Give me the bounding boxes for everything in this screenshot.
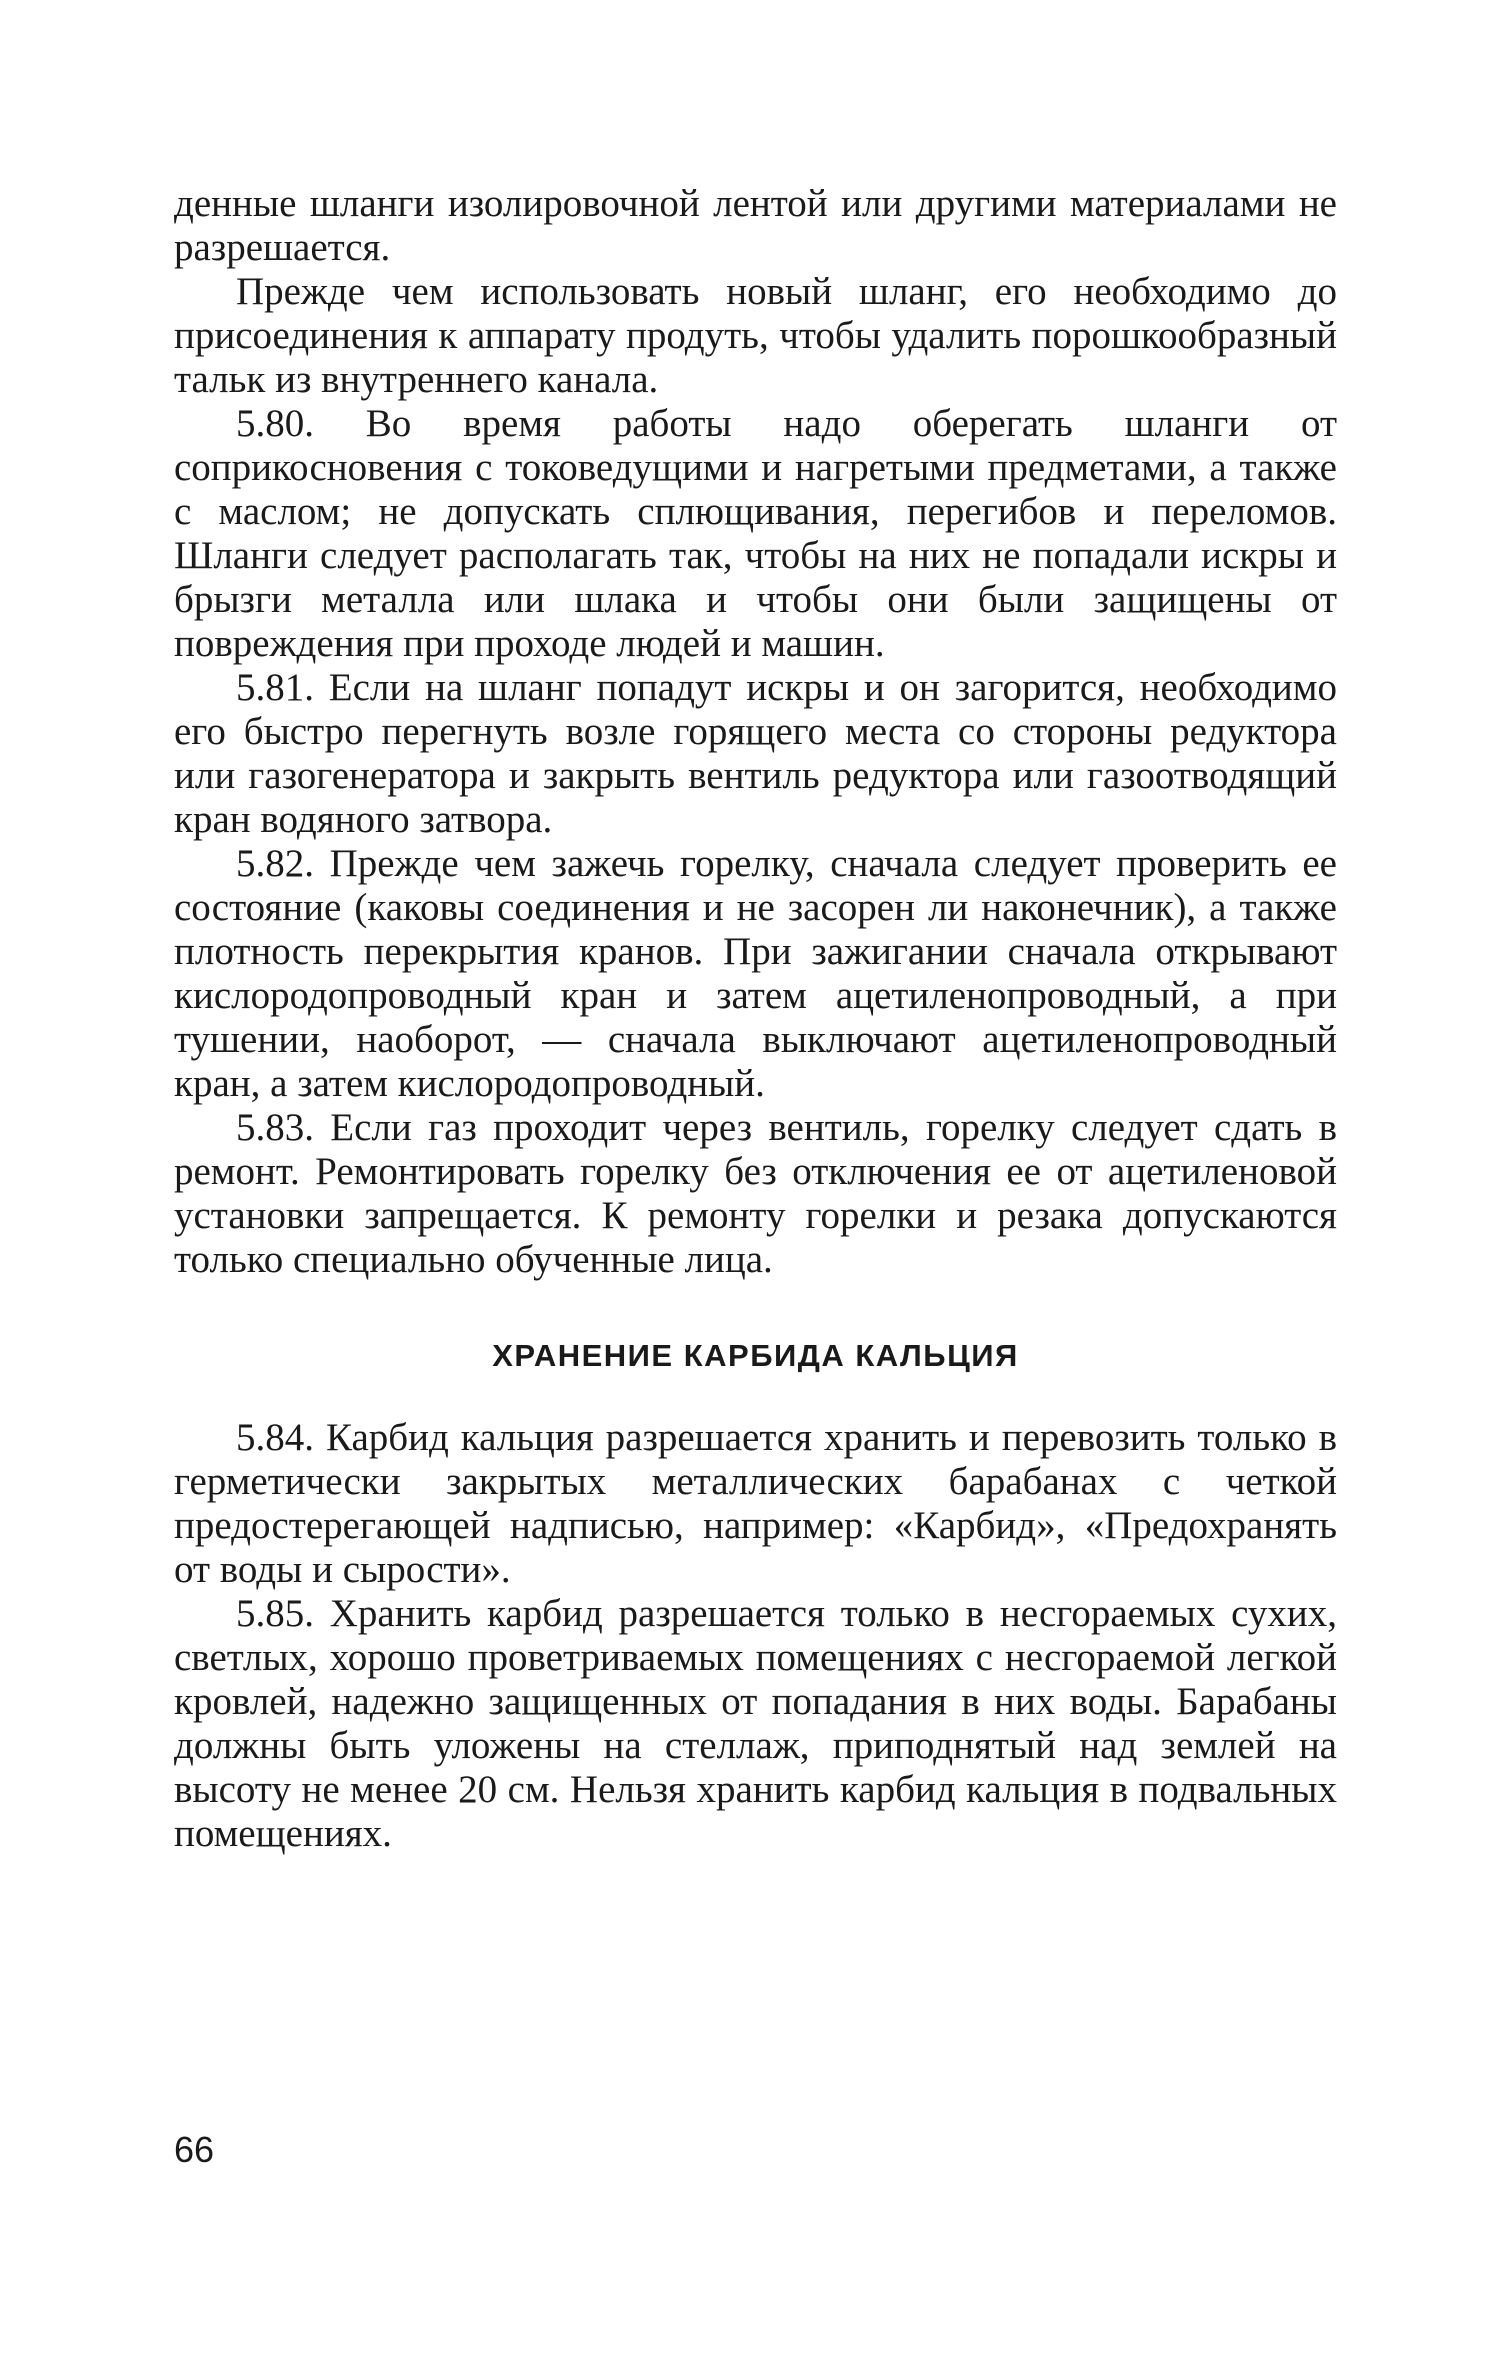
paragraph-5-83: 5.83. Если газ проходит через вентиль, горелку следует сдать в ремонт. Ремонтировать горелку без отключения ее от ацетиленовой установки запрещается. К ремонту горелки и резака допускаются только специально обученные лица. — [174, 1106, 1337, 1281]
paragraph-new-hose: Прежде чем использовать новый шланг, его необходимо до присоединения к аппарату продуть, чтобы удалить порошкообразный тальк из внутреннего канала. — [174, 270, 1337, 401]
paragraph-continuation: денные шланги изолировочной лентой или другими материалами не разрешается. — [174, 182, 1337, 269]
page-number: 66 — [174, 2129, 215, 2170]
paragraph-5-85: 5.85. Хранить карбид разрешается только в несгораемых сухих, светлых, хорошо проветриваемых помещениях с несгораемой легкой кровлей, надежно защищенных от попадания в них воды. Барабаны должны быть уложены на стеллаж, приподнятый над землей на высоту не менее 20 см. Нельзя хранить карбид кальция в подвальных помещениях. — [174, 1592, 1337, 1855]
paragraph-5-82: 5.82. Прежде чем зажечь горелку, сначала следует проверить ее состояние (каковы соединения и не засорен ли наконечник), а также плотность перекрытия кранов. При зажигании сначала открывают кислородопроводный кран и затем ацетиленопроводный, а при тушении, наоборот, — сначала выключают ацетиленопроводный кран, а затем кислородопроводный. — [174, 842, 1337, 1105]
page-content — [174, 182, 1337, 1856]
paragraph-5-80: 5.80. Во время работы надо оберегать шланги от соприкосновения с токоведущими и нагретыми предметами, а также с маслом; не допускать сплющивания, перегибов и переломов. Шланги следует располагать так, чтобы на них не попадали искры и брызги металла или шлака и чтобы они были защищены от повреждения при проходе людей и машин. — [174, 402, 1337, 665]
paragraph-5-81: 5.81. Если на шланг попадут искры и он загорится, необходимо его быстро перегнуть возле горящего места со стороны редуктора или газогенератора и закрыть вентиль редуктора или газоотводящий кран водяного затвора. — [174, 666, 1337, 841]
paragraph-5-84: 5.84. Карбид кальция разрешается хранить и перевозить только в герметически закрытых металлических барабанах с четкой предостерегающей надписью, например: «Карбид», «Предохранять от воды и сырости». — [174, 1416, 1337, 1591]
section-heading: ХРАНЕНИЕ КАРБИДА КАЛЬЦИЯ — [492, 1338, 1019, 1373]
